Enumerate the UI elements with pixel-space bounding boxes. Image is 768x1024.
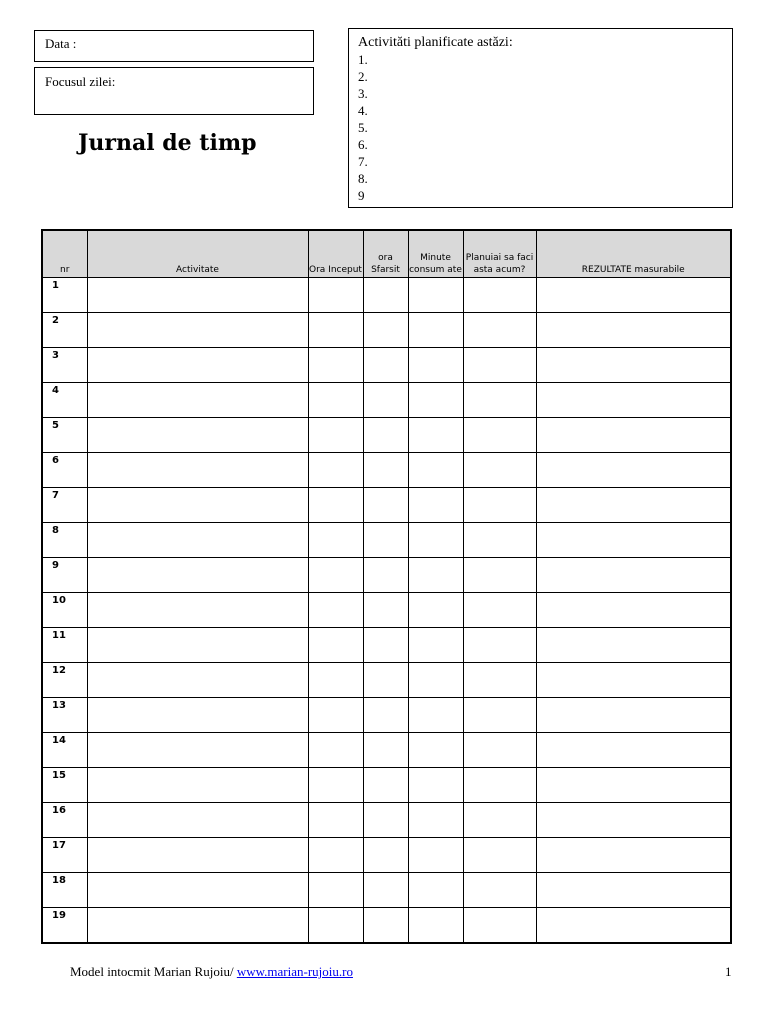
cell-minutes[interactable] xyxy=(408,838,463,873)
table-row xyxy=(42,628,731,663)
cell-end-time[interactable] xyxy=(363,558,408,593)
table-row xyxy=(42,838,731,873)
cell-minutes[interactable] xyxy=(408,698,463,733)
cell-results[interactable] xyxy=(536,733,731,768)
column-header-activity: Activitate xyxy=(87,230,308,278)
table-row xyxy=(42,593,731,628)
cell-minutes[interactable] xyxy=(408,418,463,453)
cell-end-time[interactable] xyxy=(363,523,408,558)
cell-start-time[interactable] xyxy=(308,593,363,628)
cell-nr: 17 xyxy=(42,838,87,873)
cell-activity[interactable] xyxy=(87,488,308,523)
cell-activity[interactable] xyxy=(87,768,308,803)
cell-results[interactable] xyxy=(536,698,731,733)
table-row xyxy=(42,348,731,383)
cell-minutes[interactable] xyxy=(408,733,463,768)
cell-start-time[interactable] xyxy=(308,663,363,698)
cell-planned[interactable] xyxy=(463,768,536,803)
cell-planned[interactable] xyxy=(463,838,536,873)
table-row xyxy=(42,698,731,733)
cell-results[interactable] xyxy=(536,558,731,593)
cell-start-time[interactable] xyxy=(308,873,363,908)
cell-planned[interactable] xyxy=(463,523,536,558)
cell-start-time[interactable] xyxy=(308,908,363,944)
cell-results[interactable] xyxy=(536,278,731,313)
cell-nr: 10 xyxy=(42,593,87,628)
cell-activity[interactable] xyxy=(87,558,308,593)
cell-start-time[interactable] xyxy=(308,348,363,383)
cell-end-time[interactable] xyxy=(363,593,408,628)
cell-results[interactable] xyxy=(536,453,731,488)
cell-activity[interactable] xyxy=(87,278,308,313)
cell-activity[interactable] xyxy=(87,348,308,383)
cell-minutes[interactable] xyxy=(408,628,463,663)
cell-activity[interactable] xyxy=(87,418,308,453)
cell-end-time[interactable] xyxy=(363,628,408,663)
cell-end-time[interactable] xyxy=(363,418,408,453)
cell-planned[interactable] xyxy=(463,628,536,663)
cell-results[interactable] xyxy=(536,488,731,523)
cell-activity[interactable] xyxy=(87,908,308,944)
cell-end-time[interactable] xyxy=(363,698,408,733)
planned-item: 1. xyxy=(358,52,368,67)
cell-planned[interactable] xyxy=(463,908,536,944)
cell-end-time[interactable] xyxy=(363,278,408,313)
cell-activity[interactable] xyxy=(87,523,308,558)
table-header-row xyxy=(42,230,731,278)
cell-minutes[interactable] xyxy=(408,383,463,418)
cell-planned[interactable] xyxy=(463,803,536,838)
cell-end-time[interactable] xyxy=(363,348,408,383)
cell-minutes[interactable] xyxy=(408,453,463,488)
cell-results[interactable] xyxy=(536,663,731,698)
cell-nr: 18 xyxy=(42,873,87,908)
cell-start-time[interactable] xyxy=(308,838,363,873)
cell-end-time[interactable] xyxy=(363,488,408,523)
planned-item: 3. xyxy=(358,86,368,101)
planned-item: 9 xyxy=(358,188,365,203)
cell-nr: 12 xyxy=(42,663,87,698)
cell-nr: 3 xyxy=(42,348,87,383)
cell-results[interactable] xyxy=(536,348,731,383)
cell-minutes[interactable] xyxy=(408,278,463,313)
cell-activity[interactable] xyxy=(87,593,308,628)
cell-results[interactable] xyxy=(536,418,731,453)
cell-start-time[interactable] xyxy=(308,278,363,313)
cell-results[interactable] xyxy=(536,523,731,558)
planned-activities-box[interactable] xyxy=(348,28,733,208)
cell-results[interactable] xyxy=(536,838,731,873)
cell-end-time[interactable] xyxy=(363,873,408,908)
cell-start-time[interactable] xyxy=(308,698,363,733)
cell-planned[interactable] xyxy=(463,558,536,593)
cell-start-time[interactable] xyxy=(308,523,363,558)
cell-activity[interactable] xyxy=(87,383,308,418)
cell-end-time[interactable] xyxy=(363,663,408,698)
cell-start-time[interactable] xyxy=(308,488,363,523)
table-row xyxy=(42,278,731,313)
cell-start-time[interactable] xyxy=(308,628,363,663)
planned-item: 4. xyxy=(358,103,368,118)
table-row xyxy=(42,803,731,838)
page-number: 1 xyxy=(725,964,732,979)
cell-activity[interactable] xyxy=(87,873,308,908)
cell-end-time[interactable] xyxy=(363,768,408,803)
cell-activity[interactable] xyxy=(87,313,308,348)
cell-planned[interactable] xyxy=(463,348,536,383)
cell-nr: 2 xyxy=(42,313,87,348)
cell-minutes[interactable] xyxy=(408,768,463,803)
cell-planned[interactable] xyxy=(463,278,536,313)
cell-start-time[interactable] xyxy=(308,453,363,488)
column-header-end-time: ora Sfarsit xyxy=(363,230,408,278)
cell-nr: 8 xyxy=(42,523,87,558)
cell-end-time[interactable] xyxy=(363,908,408,944)
cell-planned[interactable] xyxy=(463,313,536,348)
cell-planned[interactable] xyxy=(463,873,536,908)
cell-activity[interactable] xyxy=(87,803,308,838)
cell-activity[interactable] xyxy=(87,663,308,698)
cell-planned[interactable] xyxy=(463,453,536,488)
cell-activity[interactable] xyxy=(87,838,308,873)
cell-planned[interactable] xyxy=(463,698,536,733)
cell-activity[interactable] xyxy=(87,733,308,768)
time-log-table xyxy=(41,229,732,944)
cell-end-time[interactable] xyxy=(363,313,408,348)
cell-planned[interactable] xyxy=(463,593,536,628)
cell-nr: 19 xyxy=(42,908,87,944)
cell-end-time[interactable] xyxy=(363,453,408,488)
planned-item: 5. xyxy=(358,120,368,135)
cell-results[interactable] xyxy=(536,313,731,348)
table-row xyxy=(42,768,731,803)
footer xyxy=(70,964,353,980)
cell-end-time[interactable] xyxy=(363,383,408,418)
cell-minutes[interactable] xyxy=(408,873,463,908)
cell-nr: 7 xyxy=(42,488,87,523)
cell-results[interactable] xyxy=(536,873,731,908)
cell-start-time[interactable] xyxy=(308,768,363,803)
cell-minutes[interactable] xyxy=(408,313,463,348)
table-row xyxy=(42,558,731,593)
footer-link[interactable]: www.marian-rujoiu.ro xyxy=(236,964,353,979)
table-row xyxy=(42,663,731,698)
cell-results[interactable] xyxy=(536,628,731,663)
focus-label: Focusul zilei: xyxy=(45,74,116,89)
column-header-start-time: Ora Inceput xyxy=(308,230,363,278)
cell-nr: 13 xyxy=(42,698,87,733)
cell-nr: 15 xyxy=(42,768,87,803)
planned-item: 2. xyxy=(358,69,368,84)
cell-planned[interactable] xyxy=(463,488,536,523)
cell-results[interactable] xyxy=(536,593,731,628)
date-label: Data : xyxy=(45,36,77,51)
cell-results[interactable] xyxy=(536,768,731,803)
cell-start-time[interactable] xyxy=(308,313,363,348)
cell-minutes[interactable] xyxy=(408,593,463,628)
cell-end-time[interactable] xyxy=(363,838,408,873)
cell-planned[interactable] xyxy=(463,418,536,453)
cell-activity[interactable] xyxy=(87,698,308,733)
column-header-minutes: Minute consum ate xyxy=(408,230,463,278)
cell-planned[interactable] xyxy=(463,663,536,698)
cell-start-time[interactable] xyxy=(308,558,363,593)
planned-item: 8. xyxy=(358,171,368,186)
table-row xyxy=(42,313,731,348)
cell-start-time[interactable] xyxy=(308,383,363,418)
cell-nr: 1 xyxy=(42,278,87,313)
planned-activities-title: Activităti planificate astăzi: xyxy=(358,35,513,50)
cell-nr: 4 xyxy=(42,383,87,418)
cell-nr: 5 xyxy=(42,418,87,453)
table-row xyxy=(42,908,731,944)
table-body xyxy=(42,278,731,944)
cell-activity[interactable] xyxy=(87,453,308,488)
cell-minutes[interactable] xyxy=(408,663,463,698)
column-header-planned: Planuiai sa faci asta acum? xyxy=(463,230,536,278)
table-row xyxy=(42,733,731,768)
cell-nr: 9 xyxy=(42,558,87,593)
cell-nr: 14 xyxy=(42,733,87,768)
cell-minutes[interactable] xyxy=(408,558,463,593)
cell-start-time[interactable] xyxy=(308,803,363,838)
cell-start-time[interactable] xyxy=(308,733,363,768)
cell-start-time[interactable] xyxy=(308,418,363,453)
cell-nr: 6 xyxy=(42,453,87,488)
cell-minutes[interactable] xyxy=(408,523,463,558)
table-row xyxy=(42,418,731,453)
footer-text: Model intocmit Marian Rujoiu/ xyxy=(70,964,237,979)
cell-minutes[interactable] xyxy=(408,488,463,523)
cell-nr: 11 xyxy=(42,628,87,663)
cell-activity[interactable] xyxy=(87,628,308,663)
cell-results[interactable] xyxy=(536,803,731,838)
cell-minutes[interactable] xyxy=(408,803,463,838)
table-row xyxy=(42,488,731,523)
table-row xyxy=(42,873,731,908)
cell-minutes[interactable] xyxy=(408,348,463,383)
focus-field-box[interactable] xyxy=(34,67,314,115)
page-title: Jurnal de timp xyxy=(78,130,257,156)
cell-end-time[interactable] xyxy=(363,803,408,838)
planned-item: 7. xyxy=(358,154,368,169)
date-field-box[interactable] xyxy=(34,30,314,62)
cell-minutes[interactable] xyxy=(408,908,463,944)
column-header-results: REZULTATE masurabile xyxy=(536,230,731,278)
table-row xyxy=(42,383,731,418)
cell-results[interactable] xyxy=(536,908,731,944)
cell-planned[interactable] xyxy=(463,733,536,768)
cell-planned[interactable] xyxy=(463,383,536,418)
cell-end-time[interactable] xyxy=(363,733,408,768)
table-row xyxy=(42,453,731,488)
column-header-nr: nr xyxy=(42,230,87,278)
cell-nr: 16 xyxy=(42,803,87,838)
planned-item: 6. xyxy=(358,137,368,152)
cell-results[interactable] xyxy=(536,383,731,418)
table-row xyxy=(42,523,731,558)
